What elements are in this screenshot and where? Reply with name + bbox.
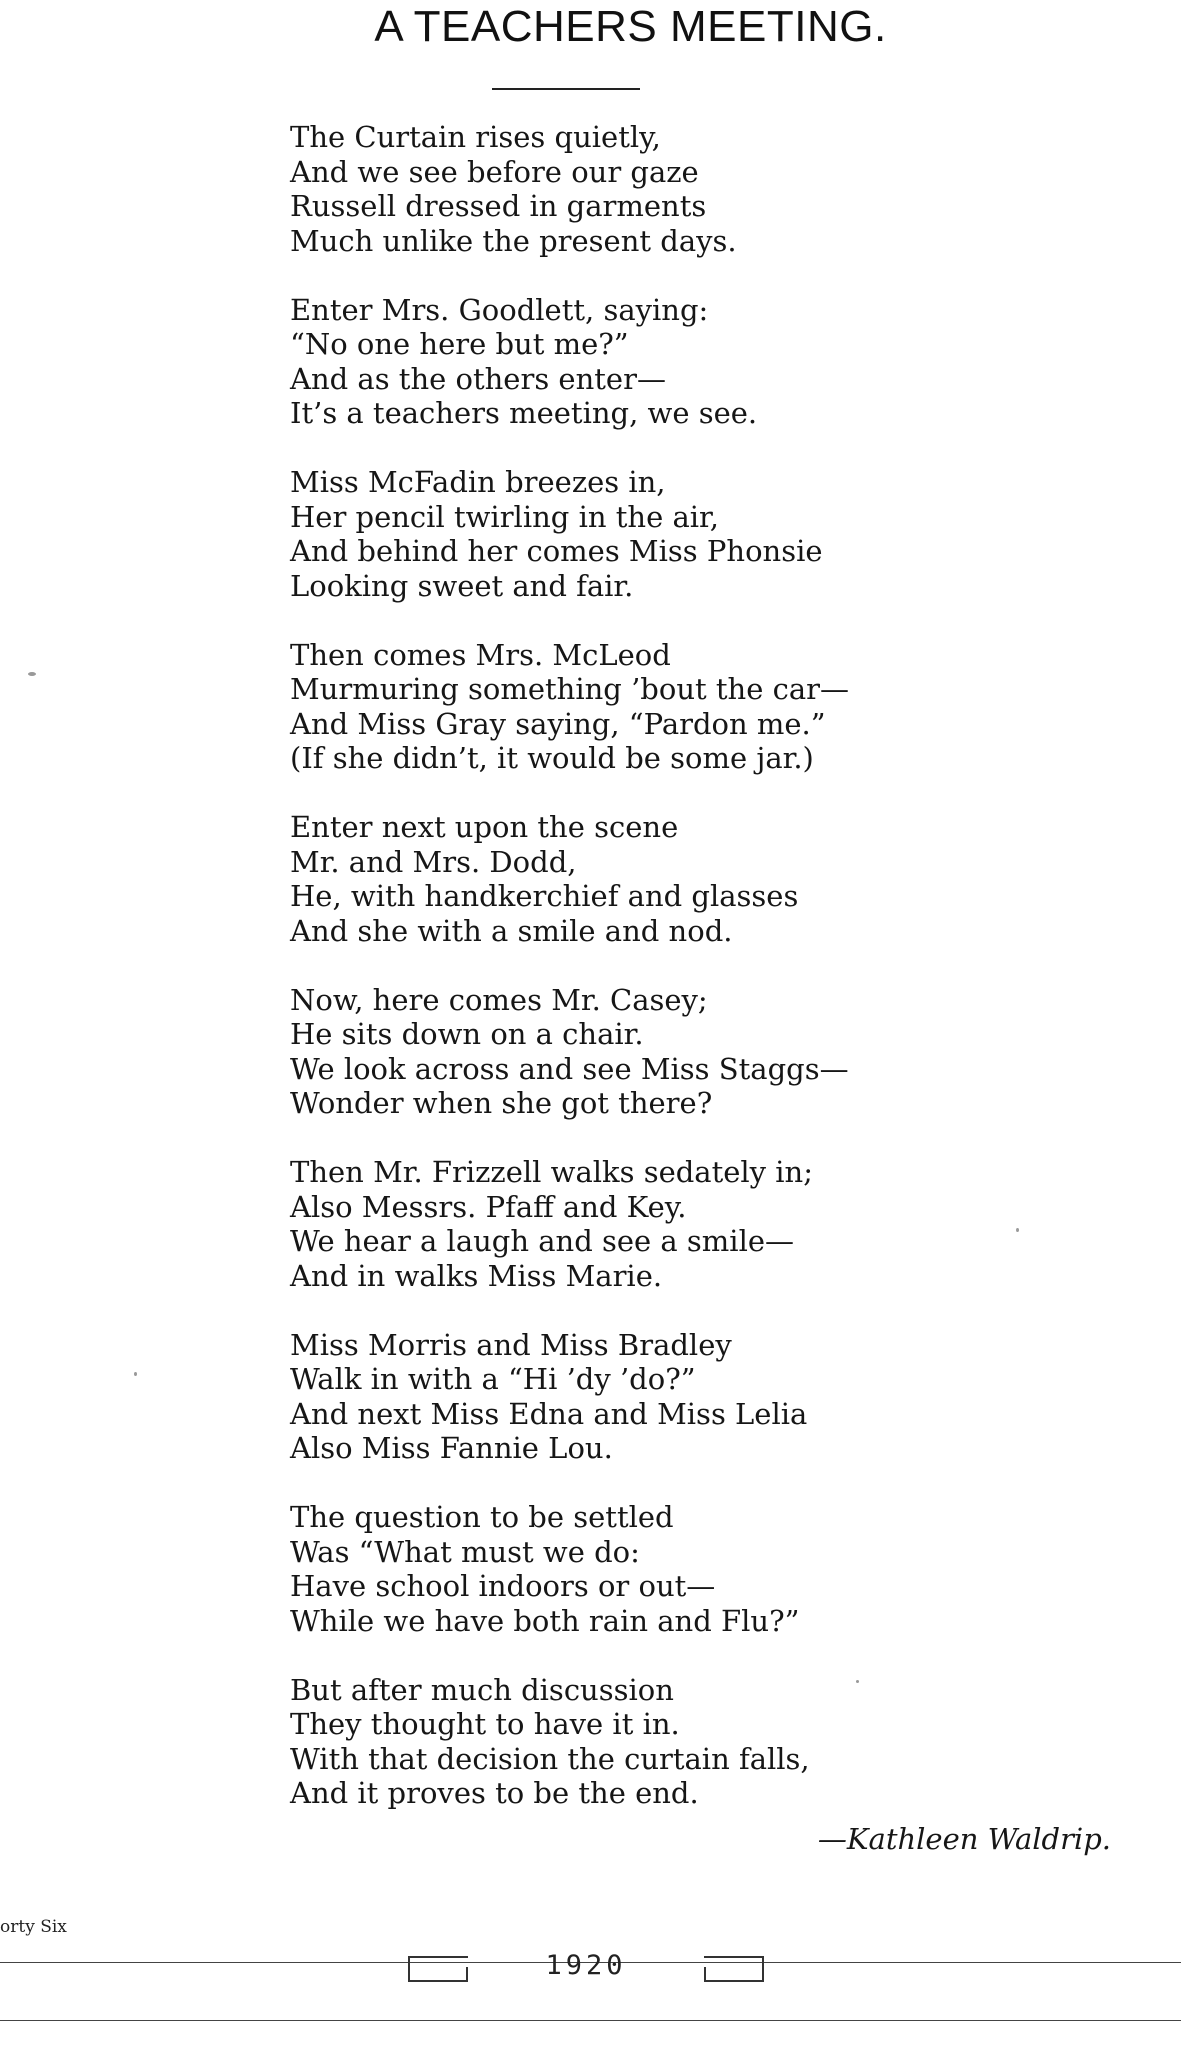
print-speck — [856, 1680, 859, 1683]
stanza — [290, 293, 1090, 431]
stanza — [290, 638, 1090, 776]
poem-line: With that decision the curtain falls, — [290, 1741, 810, 1776]
poem-line: Miss Morris and Miss Bradley — [290, 1327, 732, 1362]
poem-line: We hear a laugh and see a smile— — [290, 1224, 795, 1258]
page-number: orty Six — [0, 1917, 67, 1937]
author-signature: —Kathleen Waldrip. — [817, 1822, 1111, 1856]
stanza — [290, 810, 1090, 948]
print-speck — [134, 1372, 137, 1376]
poem-line: Mr. and Mrs. Dodd, — [290, 844, 577, 879]
poem-line: It’s a teachers meeting, we see. — [290, 396, 758, 430]
poem-line: And in walks Miss Marie. — [290, 1258, 663, 1293]
poem-line: Walk in with a “Hi ’dy ’do?” — [290, 1362, 696, 1396]
poem-line: Much unlike the present days. — [290, 223, 737, 258]
poem-line: He sits down on a chair. — [290, 1017, 644, 1051]
poem-line: Also Miss Fannie Lou. — [290, 1431, 613, 1465]
stanza — [290, 120, 1090, 258]
poem-line: Enter next upon the scene — [290, 810, 679, 844]
poem-line: (If she didn’t, it would be some jar.) — [290, 741, 814, 775]
poem-line: And as the others enter— — [290, 361, 666, 396]
poem-line: Then comes Mrs. McLeod — [290, 637, 671, 672]
stanza — [290, 1328, 1090, 1466]
stanza — [290, 1673, 1090, 1811]
poem-line: The question to be settled — [290, 1500, 674, 1534]
poem-line: Was “What must we do: — [290, 1534, 640, 1569]
poem-line: But after much discussion — [290, 1672, 674, 1707]
print-speck — [28, 672, 36, 676]
poem-line: Russell dressed in garments — [290, 189, 707, 223]
poem-line: The Curtain rises quietly, — [290, 120, 661, 154]
poem-line: “No one here but me?” — [290, 327, 629, 361]
poem-line: Then Mr. Frizzell walks sedately in; — [290, 1155, 814, 1189]
poem-line: And she with a smile and nod. — [290, 913, 733, 948]
poem-line: They thought to have it in. — [290, 1707, 680, 1741]
poem-line: Wonder when she got there? — [290, 1086, 713, 1120]
poem-line: Have school indoors or out— — [290, 1569, 716, 1603]
footer-year-ornament — [408, 1950, 764, 1990]
poem-line: And Miss Gray saying, “Pardon me.” — [290, 706, 826, 741]
poem-line: We look across and see Miss Staggs— — [290, 1051, 849, 1086]
poem-line: Looking sweet and fair. — [290, 568, 634, 603]
print-speck — [1016, 1228, 1019, 1232]
stanza — [290, 465, 1090, 603]
poem-line: And it proves to be the end. — [290, 1776, 699, 1810]
poem-line: And we see before our gaze — [290, 154, 699, 189]
title-divider — [492, 88, 640, 90]
poem-line: Murmuring something ’bout the car— — [290, 672, 849, 706]
poem-line: Enter Mrs. Goodlett, saying: — [290, 292, 709, 327]
stanza — [290, 983, 1090, 1121]
poem-line: Miss McFadin breezes in, — [290, 465, 666, 499]
poem-line: Also Messrs. Pfaff and Key. — [290, 1189, 687, 1224]
stanza — [290, 1500, 1090, 1638]
poem-line: And behind her comes Miss Phonsie — [290, 534, 823, 568]
poem-line: Her pencil twirling in the air, — [290, 499, 719, 534]
page-title: A TEACHERS MEETING. — [374, 2, 887, 51]
footer-rule-bottom — [0, 2020, 1181, 2021]
poem-line: And next Miss Edna and Miss Lelia — [290, 1396, 808, 1431]
stanza — [290, 1155, 1090, 1293]
poem-line: While we have both rain and Flu?” — [290, 1603, 800, 1638]
poem-line: He, with handkerchief and glasses — [290, 879, 799, 913]
poem-body — [290, 120, 1090, 1845]
poem-line: Now, here comes Mr. Casey; — [290, 982, 708, 1017]
footer-year: 1920 — [545, 1950, 627, 1981]
